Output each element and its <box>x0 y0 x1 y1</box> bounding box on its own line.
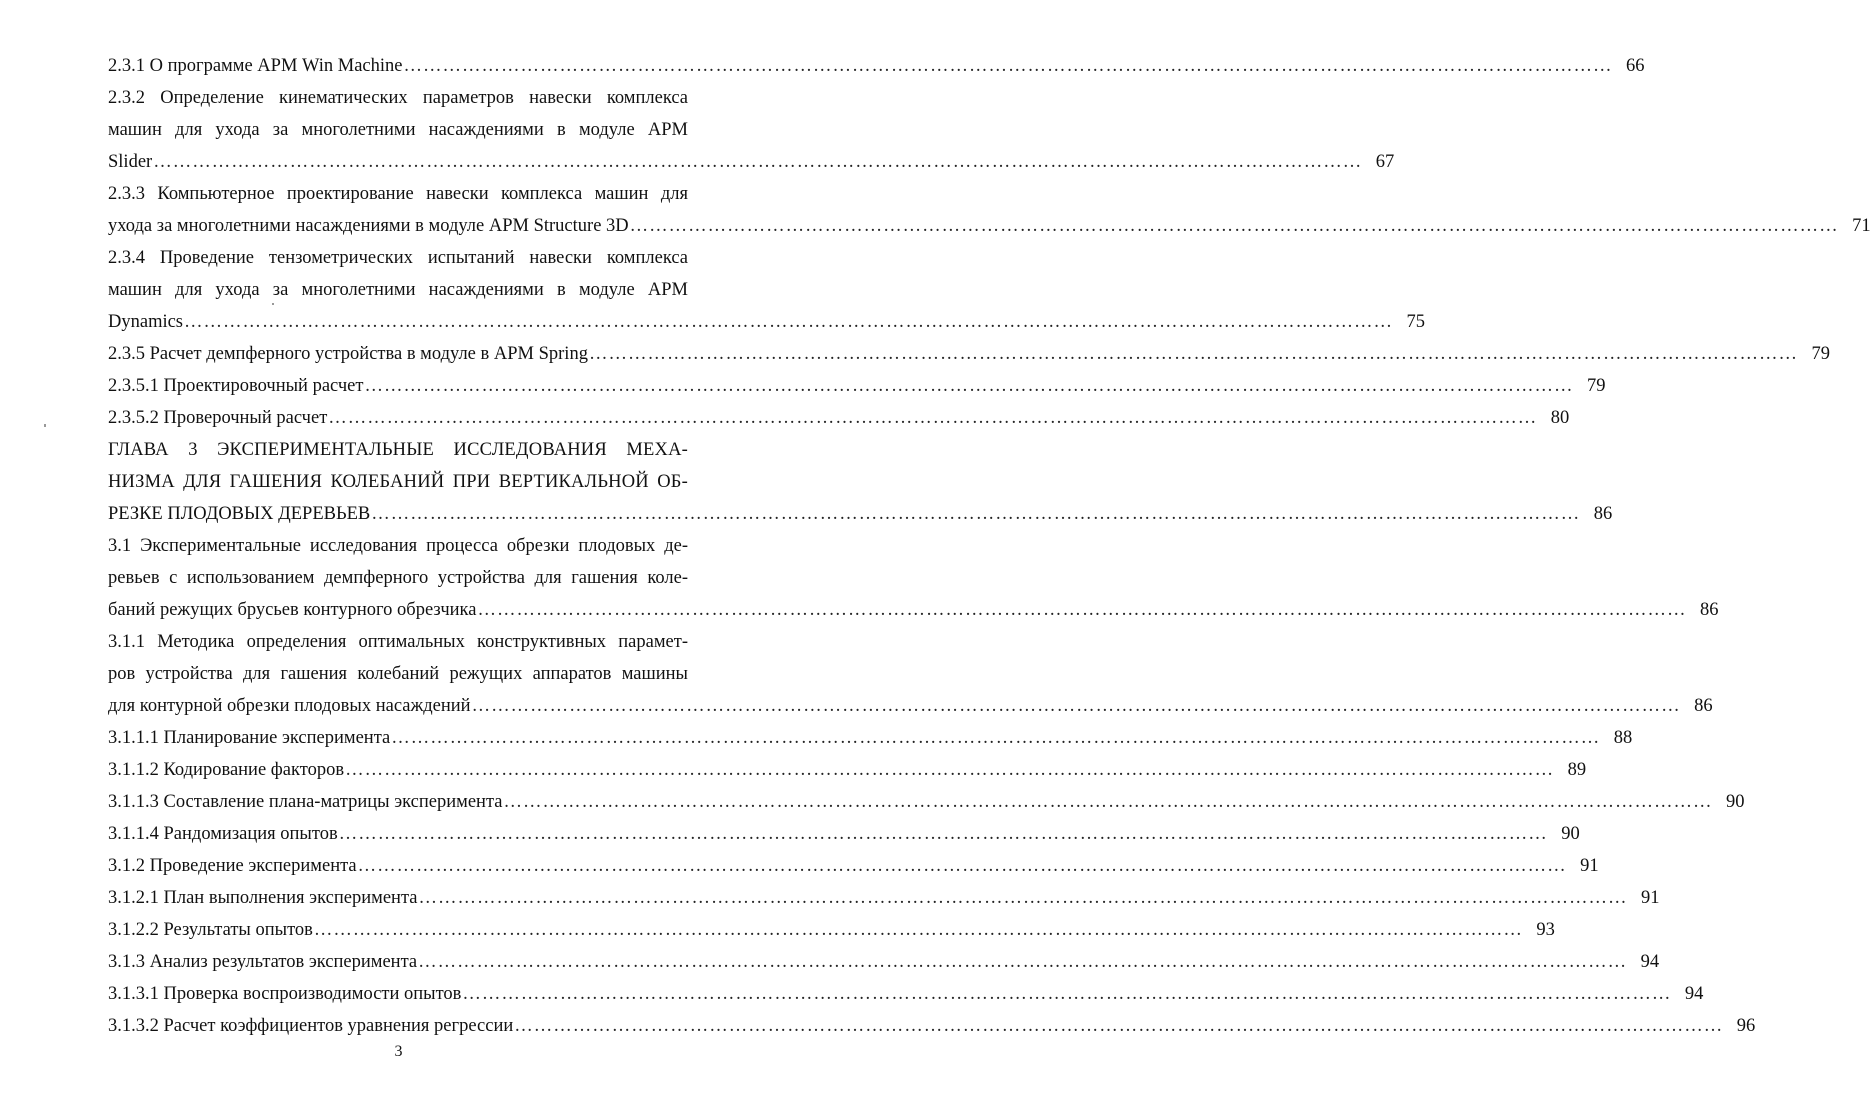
toc-page-number: 94 <box>1640 952 1660 972</box>
toc-page-number: 86 <box>1593 504 1613 524</box>
toc-page-number: 94 <box>1684 984 1704 1004</box>
toc-chapter-entry <box>108 434 1613 530</box>
toc-entry-title: 3.1.1.2 Кодирование факторов <box>108 760 345 780</box>
toc-entry <box>108 1010 1756 1042</box>
toc-entry-title: 3.1.1.1 Планирование эксперимента <box>108 728 391 748</box>
toc-page-number: 67 <box>1375 152 1395 172</box>
toc-entry-last-line <box>108 978 1704 1010</box>
toc-entry-last-line <box>108 754 1587 786</box>
toc-entry-title: 2.3.5.1 Проектировочный расчет <box>108 376 364 396</box>
toc-entry-last-line <box>108 146 1395 178</box>
toc-entry-title: 3.1.2.2 Результаты опытов <box>108 920 313 940</box>
toc-entry <box>108 402 1570 434</box>
toc-entry-text-line: машин для ухода за многолетними насаждениями в модуле АРМ <box>108 120 688 140</box>
toc-leader-dots <box>404 50 1613 82</box>
toc-page-number: 88 <box>1613 728 1633 748</box>
toc-page-number: 96 <box>1736 1016 1756 1036</box>
toc-leader-dots <box>589 338 1798 370</box>
toc-leader-dots <box>314 914 1523 946</box>
table-of-contents <box>108 50 1871 1042</box>
toc-entry <box>108 50 1645 82</box>
toc-entry-title: 2.3.5 Расчет демпферного устройства в модуле в АРМ Spring <box>108 344 588 364</box>
toc-entry-last-line <box>108 594 1719 626</box>
toc-leader-dots <box>153 146 1362 178</box>
toc-entry-last-line <box>108 722 1633 754</box>
toc-entry-text-line: ГЛАВА 3 ЭКСПЕРИМЕНТАЛЬНЫЕ ИССЛЕДОВАНИЯ МЕХА- <box>108 440 688 460</box>
toc-entry <box>108 978 1704 1010</box>
toc-leader-dots <box>514 1010 1723 1042</box>
toc-entry-last-line <box>108 1010 1756 1042</box>
toc-entry-last-line <box>108 914 1555 946</box>
toc-entry-title: 3.1.3 Анализ результатов эксперимента <box>108 952 418 972</box>
toc-leader-dots <box>477 594 1686 626</box>
toc-page-number: 86 <box>1694 696 1713 716</box>
toc-entry-title: 3.1.3.1 Проверка воспроизводимости опытов <box>108 984 462 1004</box>
toc-page-number: 86 <box>1699 600 1719 620</box>
toc-entry-text-line: ров устройства для гашения колебаний режущих аппаратов машины <box>108 664 688 684</box>
toc-entry <box>108 82 1395 178</box>
toc-entry-text-line: 3.1.1 Методика определения оптимальных конструктивных парамет- <box>108 632 688 652</box>
toc-page-number: 71 <box>1852 216 1871 236</box>
toc-entry <box>108 242 1426 338</box>
toc-page-number: 90 <box>1561 824 1580 844</box>
toc-page-number: 80 <box>1550 408 1570 428</box>
scan-speck <box>272 303 274 305</box>
toc-entry <box>108 914 1555 946</box>
toc-entry <box>108 850 1599 882</box>
toc-entry <box>108 338 1830 370</box>
toc-page-number: 79 <box>1811 344 1830 364</box>
toc-page-number: 93 <box>1536 920 1555 940</box>
toc-entry <box>108 530 1719 626</box>
toc-leader-dots <box>630 210 1839 242</box>
toc-leader-dots <box>462 978 1671 1010</box>
toc-entry-last-line <box>108 370 1606 402</box>
toc-leader-dots <box>364 370 1573 402</box>
toc-leader-dots <box>418 946 1627 978</box>
toc-entry-title: Dynamics <box>108 312 184 332</box>
toc-entry-last-line <box>108 946 1660 978</box>
toc-entry <box>108 818 1580 850</box>
toc-entry-text-line: ревьев с использованием демпферного устройства для гашения коле- <box>108 568 688 588</box>
toc-entry <box>108 178 1871 242</box>
toc-entry <box>108 754 1587 786</box>
toc-leader-dots <box>328 402 1537 434</box>
toc-entry-title: РЕЗКЕ ПЛОДОВЫХ ДЕРЕВЬЕВ <box>108 504 371 524</box>
toc-entry-title: 3.1.1.4 Рандомизация опытов <box>108 824 338 844</box>
toc-leader-dots <box>358 850 1567 882</box>
toc-entry-title: 2.3.1 О программе АРМ Win Machine <box>108 56 403 76</box>
toc-leader-dots <box>391 722 1600 754</box>
toc-entry-last-line <box>108 818 1580 850</box>
toc-entry-last-line <box>108 306 1426 338</box>
toc-entry-title: 3.1.3.2 Расчет коэффициентов уравнения регрессии <box>108 1016 514 1036</box>
toc-page-number: 91 <box>1580 856 1599 876</box>
toc-entry-last-line <box>108 210 1871 242</box>
toc-entry <box>108 370 1606 402</box>
toc-entry-title: 2.3.5.2 Проверочный расчет <box>108 408 328 428</box>
toc-entry-text-line: 3.1 Экспериментальные исследования процесса обрезки плодовых де- <box>108 536 688 556</box>
toc-leader-dots <box>345 754 1554 786</box>
toc-page-number: 89 <box>1567 760 1587 780</box>
toc-entry-title: для контурной обрезки плодовых насаждений <box>108 696 471 716</box>
toc-leader-dots <box>184 306 1393 338</box>
toc-page-number: 75 <box>1406 312 1426 332</box>
toc-entry-last-line <box>108 338 1830 370</box>
toc-page-number: 91 <box>1640 888 1660 908</box>
toc-leader-dots <box>503 786 1712 818</box>
toc-entry-title: 3.1.2.1 План выполнения эксперимента <box>108 888 418 908</box>
toc-entry-title: баний режущих брусьев контурного обрезчика <box>108 600 477 620</box>
toc-entry-last-line <box>108 50 1645 82</box>
toc-entry <box>108 882 1660 914</box>
toc-entry-last-line <box>108 786 1745 818</box>
toc-leader-dots <box>371 498 1580 530</box>
page-number-footer: 3 <box>394 1043 403 1060</box>
toc-entry-last-line <box>108 690 1713 722</box>
toc-entry-text-line: НИЗМА ДЛЯ ГАШЕНИЯ КОЛЕБАНИЙ ПРИ ВЕРТИКАЛЬНОЙ ОБ- <box>108 472 688 492</box>
toc-entry <box>108 946 1660 978</box>
toc-leader-dots <box>418 882 1627 914</box>
toc-entry-last-line <box>108 402 1570 434</box>
toc-entry-title: Slider <box>108 152 153 172</box>
toc-entry-last-line <box>108 498 1613 530</box>
toc-page-number: 66 <box>1626 56 1645 76</box>
toc-leader-dots <box>339 818 1548 850</box>
toc-entry-title: 3.1.1.3 Составление плана-матрицы эксперимента <box>108 792 503 812</box>
toc-entry-last-line <box>108 850 1599 882</box>
toc-leader-dots <box>472 690 1681 722</box>
toc-entry <box>108 722 1633 754</box>
toc-entry-title: ухода за многолетними насаждениями в модуле АРМ Structure 3D <box>108 216 629 236</box>
toc-entry-title: 3.1.2 Проведение эксперимента <box>108 856 357 876</box>
toc-entry-text-line: машин для ухода за многолетними насаждениями в модуле АРМ <box>108 280 688 300</box>
toc-entry-text-line: 2.3.2 Определение кинематических параметров навески комплекса <box>108 88 688 108</box>
toc-page-number: 79 <box>1586 376 1606 396</box>
toc-entry-text-line: 2.3.4 Проведение тензометрических испытаний навески комплекса <box>108 248 688 268</box>
toc-entry-last-line <box>108 882 1660 914</box>
toc-entry <box>108 786 1745 818</box>
toc-page-number: 90 <box>1725 792 1745 812</box>
toc-entry-text-line: 2.3.3 Компьютерное проектирование навески комплекса машин для <box>108 184 688 204</box>
toc-entry <box>108 626 1713 722</box>
scan-speck <box>44 424 46 427</box>
